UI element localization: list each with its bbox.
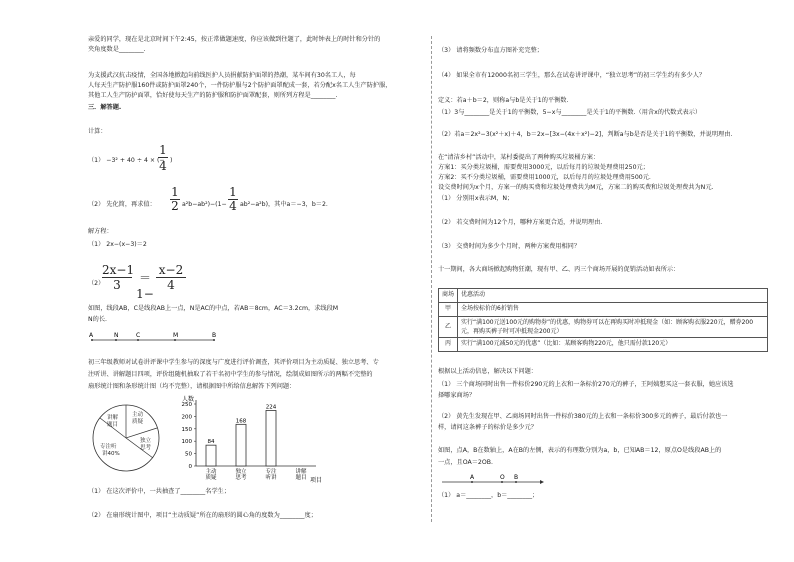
x-tick-label: 题目 (295, 475, 307, 481)
equation-1: （1） 2x−(x−3)＝2 (88, 241, 147, 248)
calc-label: 计算： (88, 128, 107, 135)
table-row (439, 338, 768, 352)
point-label: N (114, 332, 119, 339)
table-row (439, 317, 768, 338)
table-header-cell: 商场 (439, 289, 458, 303)
table-cell: 实行“满100元减50元的优惠”（比如：某顾客购物220元，他只需付款120元） (458, 338, 768, 352)
fraction-numerator: x−2 (158, 263, 184, 277)
bar (206, 445, 216, 466)
point-label: A (89, 332, 94, 339)
text-line: 人每天生产防护服160件或防护面罩240个，一件防护服与2个防护面罩配成一套，若分配x名工人生产防护服， (88, 82, 392, 89)
y-tick-label: 50 (185, 451, 192, 458)
question-4: （4） 如果全市有12000名初三学生，那么在试卷讲评课中，“独立思考”的初三学生约有多少人？ (438, 72, 706, 79)
bar-chart (172, 392, 332, 484)
calc2-prefix: （2） 先化简，再求值： (88, 201, 156, 208)
fraction-numerator: 2x−1 (102, 263, 135, 277)
mall-intro: 十一期间，各大商场掀起购物狂潮，现有甲、乙、丙三个商场开展的促销活动如表所示： (438, 266, 680, 273)
mall-question: 择哪家商场？ (438, 392, 476, 399)
text-line: 为支援武汉抗击疫情，全国各地掀起向前线医护人员捐献防护面罩的热潮，某车间有30名工人，每 (88, 72, 356, 79)
table-row (439, 303, 768, 317)
survey-question: 注听讲、讲解题目四项，评价组随机抽取了若干名初中学生的参与情况，绘制成如图所示的两幅不完整的 (88, 371, 373, 378)
point-marker (501, 481, 503, 483)
sub-question-1: （1） 在这次评价中，一共抽查了________名学生； (88, 488, 231, 495)
calc2-mid: a²b−ab²)−(1− (182, 201, 227, 208)
pie-label: 思考 (140, 445, 152, 451)
sub-question-2: （2） 在扇形统计图中，项目“主动质疑”所在的扇形的圆心角的度数为________度； (88, 512, 317, 519)
mall-question: 根据以上活动信息，解决以下问题： (438, 368, 537, 375)
calc2-tail: ab²−a²b)，其中a＝−3，b＝2. (240, 201, 328, 208)
segment-figure (88, 330, 228, 346)
fraction-denominator: 3 (113, 278, 121, 292)
definition-line: （2）若a＝2x²−3(x²＋x)＋4，b＝2x−[3x−(4x＋x²)−2]，判断a与b是否是关于1的平衡数，并说明理由. (438, 131, 733, 138)
calc1-suffix: ) (170, 157, 173, 164)
definition-line: （1）3与________是关于1的平衡数，5−x与________是关于1的平衡数.（用含x的代数式表示） (438, 109, 702, 116)
fraction-denominator: 2 (171, 199, 179, 213)
pie-label: 讲解 (107, 415, 119, 421)
bar-value-label: 84 (207, 439, 215, 446)
x-tick-label: 质疑 (205, 475, 217, 481)
plan-sub-3: （3） 交费时间为多少个月时，两种方案费用相同？ (438, 243, 581, 250)
plan-text: 在“清洁乡村”活动中，某村委提出了两种购买垃圾桶方案： (438, 154, 600, 161)
definition-line: 定义：若a＋b＝2，则称a与b是关于1的平衡数. (438, 97, 569, 104)
point-label: B (514, 474, 519, 481)
bar-chart-title: 人数 (182, 396, 195, 403)
mall-question: （1） 三个商场同时出售一件标价290元的上衣和一条标价270元的裤子，王阿姨想买这一套衣服，她应该选 (438, 381, 734, 388)
section-heading: 三．解答题. (88, 104, 122, 111)
plan-sub-1: （1） 分别用x表示M，N； (438, 195, 514, 202)
table-cell: 实行“满100元送100元的购物券”的优惠，购物券可以在再购买时冲抵现金（如：顾客购衣服220元，赠券200元，再购买裤子时可冲抵现金200元） (458, 317, 768, 338)
table-cell: 丙 (439, 338, 458, 352)
point-marker (515, 481, 517, 483)
point-label: A (470, 474, 475, 481)
point-label: C (136, 332, 141, 339)
fraction-denominator: 4 (159, 159, 167, 173)
numberline-question: 一点，且OA＝2OB. (438, 459, 493, 466)
y-tick-label: 200 (181, 414, 192, 421)
fraction-numerator: 1 (159, 143, 167, 157)
point-label: B (212, 332, 217, 339)
mall-question: （2） 黄先生发现在甲、乙商场同时出售一件标价380元的上衣和一条标价300多元的裤子，最后付款也一 (438, 413, 728, 420)
table-header-cell: 优惠活动 (458, 289, 768, 303)
plan-text: 方案2：买不分类垃圾桶，需要费用1000元，以后每月的垃圾处理费用500元. (438, 174, 651, 181)
number-line-figure (440, 472, 550, 488)
equation-label: 解方程： (88, 228, 113, 235)
pie-label: 独立 (140, 438, 152, 444)
mall-question: 样，请问这条裤子的标价是多少元？ (438, 424, 537, 431)
bar (236, 424, 246, 466)
x-tick-label: 主动 (205, 469, 217, 475)
segment-question: N的长. (88, 316, 107, 323)
bar-value-label: 168 (235, 418, 247, 425)
column-divider (431, 36, 432, 522)
fraction-numerator: 1 (171, 185, 179, 199)
pie-label: 专注听 (100, 444, 117, 450)
pie-divider (100, 418, 126, 438)
fraction-numerator: 1 (229, 185, 237, 199)
right-column (438, 0, 778, 562)
numberline-sub-1: （1） a＝________，b＝________； (438, 492, 539, 499)
plan-text: 设交费时间为x个月，方案一的购买费和垃圾处理费共为M元，方案二的购买费和垃圾处理费共为N元. (438, 184, 714, 191)
point-marker (213, 339, 215, 341)
x-tick-label: 听讲 (265, 475, 277, 481)
table-cell: 全场按标价的6折销售 (458, 303, 768, 317)
point-marker (91, 339, 93, 341)
text-line: 其他工人生产防护面罩，恰好使每天生产的防护服和防护面罩配套，则所列方程是________. (88, 92, 338, 99)
x-tick-label: 思考 (235, 475, 247, 481)
point-marker (174, 339, 176, 341)
numberline-question: 如图，点A，B在数轴上，A在B的左侧，表示的有理数分别为a，b，已知AB＝12，原点O是线段AB上的 (438, 447, 722, 454)
y-tick-label: 150 (181, 426, 192, 433)
pie-label: 质疑 (132, 419, 144, 425)
plan-text: 方案1：买分类垃圾桶，需要费用3000元，以后每月的垃圾处理费用250元； (438, 164, 649, 171)
point-label: O (500, 474, 505, 481)
x-tick-label: 独立 (235, 469, 247, 475)
pie-label: 题目 (107, 422, 119, 428)
point-marker (471, 481, 473, 483)
pie-label: 讲40% (102, 451, 120, 457)
point-marker (137, 339, 139, 341)
pie-label: 主动 (132, 412, 144, 418)
promotion-table (438, 288, 768, 352)
y-tick-label: 250 (181, 402, 192, 408)
equation-2-prefix: （2） (88, 280, 105, 287)
text-line: 亲爱的同学，现在是北京时间下午2:45，按正常做题速度，你应该做到往题了，此时钟表上的时针和分针的 (88, 36, 381, 43)
text-line: 夹角度数是________. (88, 46, 146, 53)
plan-sub-2: （2） 若交费时间为12个月，哪种方案更合适，并说明理由. (438, 219, 603, 226)
equation-2-mid: ＝1− (136, 271, 154, 302)
segment-question: 如图，线段AB，C是线段AB上一点，N是AC的中点，若AB＝8cm，AC＝3.2cm，求线段M (88, 305, 339, 312)
y-tick-label: 0 (188, 464, 192, 470)
x-axis-label: 项目 (310, 477, 323, 484)
survey-question: 扇形统计图和条形统计图（均不完整），请根据图中所给信息解答下列问题： (88, 383, 296, 390)
x-tick-label: 讲解 (295, 469, 307, 475)
fraction-denominator: 4 (167, 278, 175, 292)
left-column (88, 0, 428, 562)
bar (266, 410, 276, 466)
pie-chart (88, 398, 166, 476)
y-tick-label: 100 (181, 439, 192, 446)
fraction-denominator: 4 (229, 199, 237, 213)
bar-value-label: 224 (265, 404, 277, 411)
question-3: （3） 请将频数分布直方图补充完整； (438, 47, 543, 54)
pie-divider (126, 428, 157, 438)
x-tick-label: 专注 (265, 469, 277, 475)
arrow-icon (540, 480, 544, 484)
survey-question: 初三年级教师对试卷讲评课中学生参与的深度与广度进行评价调查，其评价项目为主动质疑、独立思考、专 (88, 359, 379, 366)
table-cell: 乙 (439, 317, 458, 338)
calc1-prefix: （1） −3² + 40 ÷ 4 × (− (88, 157, 165, 164)
table-header-row (439, 289, 768, 303)
point-label: M (173, 332, 179, 339)
point-marker (115, 339, 117, 341)
table-cell: 甲 (439, 303, 458, 317)
